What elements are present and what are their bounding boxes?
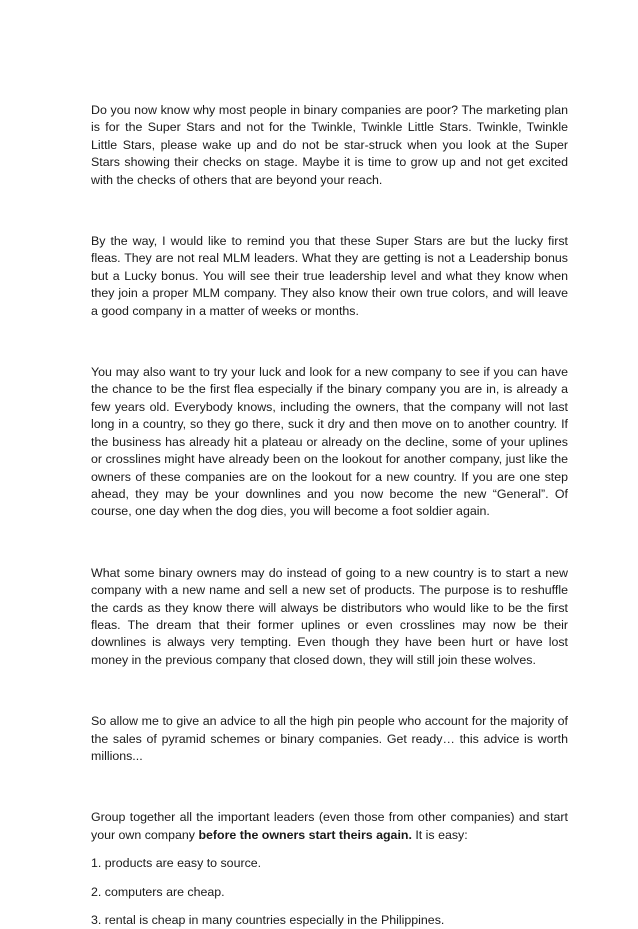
list-item-2: 2. computers are cheap.: [91, 884, 225, 899]
paragraph-5: So allow me to give an advice to all the high pin people who account for the majority of the sales of pyramid schemes or binary companies. Get ready… this advice is worth millions...: [91, 714, 568, 763]
paragraph-1: Do you now know why most people in binary companies are poor? The marketing plan is for the Super Stars and not for the Twinkle, Twinkle Little Stars. Twinkle, Twinkle Little Stars, please wake up and do not be star-struck when you look at the Super Stars showing their checks on stage. Maybe it is time to grow up and not get excited with the checks of others that are beyond your reach.: [91, 103, 568, 187]
paragraph-2: By the way, I would like to remind you that these Super Stars are but the lucky first fleas. They are not real MLM leaders. What they are getting is not a Leadership bonus but a Lucky bonus. You will see their true leadership level and what they know when they join a proper MLM company. They also know their own true colors, and will leave a good company in a matter of weeks or months.: [91, 234, 568, 318]
list-item-1: 1. products are easy to source.: [91, 856, 262, 871]
paragraph-6-text-start: Group together all the important leaders (even those from other companies) and start your own company: [91, 810, 568, 842]
paragraph-3: You may also want to try your luck and look for a new company to see if you can have the chance to be the first flea especially if the binary company you are in, is already a few years old. Everybody knows, including the owners, that the company will not last long in a country, so they go there, suck it dry and then move on to another country. If the business has already hit a plateau or already on the decline, some of your uplines or crosslines might have already been on the lookout for another company, just like the owners of these companies are on the lookout for a new country. If you are one step ahead, they may be your downlines and you now become the new “General”. Of course, one day when the dog dies, you will become a foot soldier again.: [91, 365, 568, 519]
list-item-3: 3. rental is cheap in many countries especially in the Philippines.: [91, 913, 445, 927]
paragraph-6-text-end: It is easy:: [411, 827, 468, 842]
paragraph-6-bold-text: before the owners start theirs again.: [198, 827, 412, 842]
paragraph-4: What some binary owners may do instead of going to a new country is to start a new company with a new name and sell a new set of products. The purpose is to reshuffle the cards as they know there will always be distributors who would like to be the first fleas. The dream that their former uplines or even crosslines may now be their downlines is always very tempting. Even though they have been hurt or have lost money in the previous company that closed down, they will still join these wolves.: [91, 565, 568, 667]
document-body: [91, 102, 568, 929]
paragraph-6: [91, 809, 568, 844]
